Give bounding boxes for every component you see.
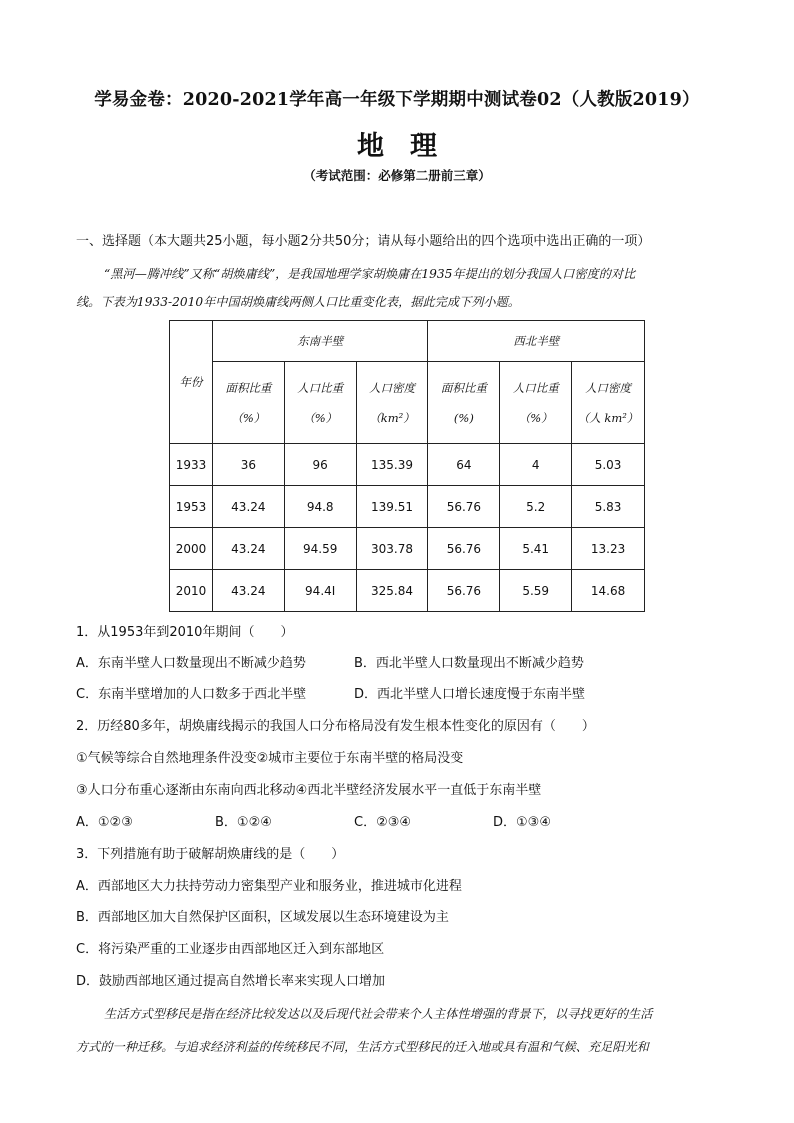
question-1-option-a[interactable]: A．东南半壁人口数量现出不断减少趋势 [76,656,306,671]
table-cell: 43.24 [212,486,284,528]
question-2-statements-2: ③人口分布重心逐渐由东南向西北移动④西北半壁经济发展水平一直低于东南半壁 [76,783,542,798]
table-cell: 5.2 [500,486,572,528]
passage-2-line-1: 生活方式型移民是指在经济比较发达以及后现代社会带来个人主体性增强的背景下，以寻找更好的生活 [104,1007,653,1021]
table-cell: 4 [500,444,572,486]
table-cell: 5.83 [572,486,645,528]
table-sub-header [500,362,572,444]
question-2-option-c[interactable]: C．②③④ [354,815,412,830]
question-3-option-b[interactable]: B．西部地区加大自然保护区面积，区域发展以生态环境建设为主 [76,910,449,925]
subject-title: 地理 [357,131,463,162]
sub-header-line: 人口比重 [512,380,559,395]
question-3-option-a[interactable]: A．西部地区大力扶持劳动力密集型产业和服务业，推进城市化进程 [76,879,462,894]
question-2-statements-1: ①气候等综合自然地理条件没变②城市主要位于东南半壁的格局没变 [76,751,464,766]
question-2-option-b[interactable]: B．①②④ [215,815,272,830]
table-cell: 94.8 [284,486,356,528]
table-row [170,528,645,570]
sub-header-line: 面积比重 [440,380,487,395]
table-cell: 5.03 [572,444,645,486]
question-1-option-c[interactable]: C．东南半壁增加的人口数多于西北半壁 [76,687,307,702]
intro-line-2: 线。下表为1933-2010年中国胡焕庸线两侧人口比重变化表，据此完成下列小题。 [76,295,520,309]
population-table [169,320,645,612]
table-cell: 5.59 [500,570,572,612]
table-cell: 43.24 [212,570,284,612]
table-header-year: 年份 [170,321,213,444]
table-cell: 36 [212,444,284,486]
table-cell: 135.39 [356,444,428,486]
table-cell: 64 [428,444,500,486]
sub-header-line: 人口密度 [585,380,632,395]
table-row [170,570,645,612]
table-cell: 13.23 [572,528,645,570]
table-cell: 56.76 [428,486,500,528]
sub-header-unit: （人 km²） [577,410,639,425]
table-cell: 94.59 [284,528,356,570]
table-sub-header [572,362,645,444]
section-heading: 一、选择题（本大题共25小题，每小题2分共50分；请从每小题给出的四个选项中选出正确的一项） [76,234,651,249]
table-cell-year: 2000 [170,528,213,570]
sub-header-unit: （km²） [369,410,415,425]
sub-header-unit: (%) [453,410,474,425]
table-sub-header [356,362,428,444]
table-row [170,444,645,486]
table-cell: 56.76 [428,570,500,612]
table-sub-header [212,362,284,444]
table-sub-header-row [170,362,645,444]
table-cell: 5.41 [500,528,572,570]
exam-scope: （考试范围：必修第二册前三章） [303,168,491,183]
question-1-stem: 1．从1953年到2010年期间（ ） [76,625,294,640]
table-cell-year: 1953 [170,486,213,528]
table-cell: 43.24 [212,528,284,570]
exam-title: 学易金卷：2020-2021学年高一年级下学期期中测试卷02（人教版2019） [94,90,700,110]
table-row [170,486,645,528]
question-3-option-c[interactable]: C．将污染严重的工业逐步由西部地区迁入到东部地区 [76,942,385,957]
table-cell: 56.76 [428,528,500,570]
sub-header-unit: （%） [518,410,553,425]
question-2-option-d[interactable]: D．①③④ [493,815,551,830]
question-1-option-d[interactable]: D．西北半壁人口增长速度慢于东南半壁 [354,687,586,702]
sub-header-line: 面积比重 [225,380,272,395]
table-cell: 14.68 [572,570,645,612]
intro-line-1: “黑河—腾冲线”又称“胡焕庸线”，是我国地理学家胡焕庸在1935年提出的划分我国人口密度的对比 [104,267,636,281]
question-2-option-a[interactable]: A．①②③ [76,815,133,830]
sub-header-line: 人口比重 [297,380,344,395]
table-header-northwest: 西北半壁 [428,321,645,362]
table-header-southeast: 东南半壁 [212,321,428,362]
table-cell: 303.78 [356,528,428,570]
table-sub-header [284,362,356,444]
table-cell: 139.51 [356,486,428,528]
table-sub-header [428,362,500,444]
question-2-stem: 2．历经80多年，胡焕庸线揭示的我国人口分布格局没有发生根本性变化的原因有（ ） [76,719,595,734]
table-cell: 325.84 [356,570,428,612]
sub-header-unit: （%） [303,410,338,425]
question-3-option-d[interactable]: D．鼓励西部地区通过提高自然增长率来实现人口增加 [76,974,386,989]
sub-header-unit: （%） [231,410,266,425]
sub-header-line: 人口密度 [369,380,416,395]
passage-2-line-2: 方式的一种迁移。与追求经济利益的传统移民不同，生活方式型移民的迁入地或具有温和气候、充足阳光和 [76,1040,649,1054]
question-1-option-b[interactable]: B．西北半壁人口数量现出不断减少趋势 [354,656,584,671]
table-cell-year: 2010 [170,570,213,612]
question-3-stem: 3．下列措施有助于破解胡焕庸线的是（ ） [76,847,345,862]
table-cell-year: 1933 [170,444,213,486]
table-cell: 94.4I [284,570,356,612]
table-cell: 96 [284,444,356,486]
table-group-header-row [170,321,645,362]
